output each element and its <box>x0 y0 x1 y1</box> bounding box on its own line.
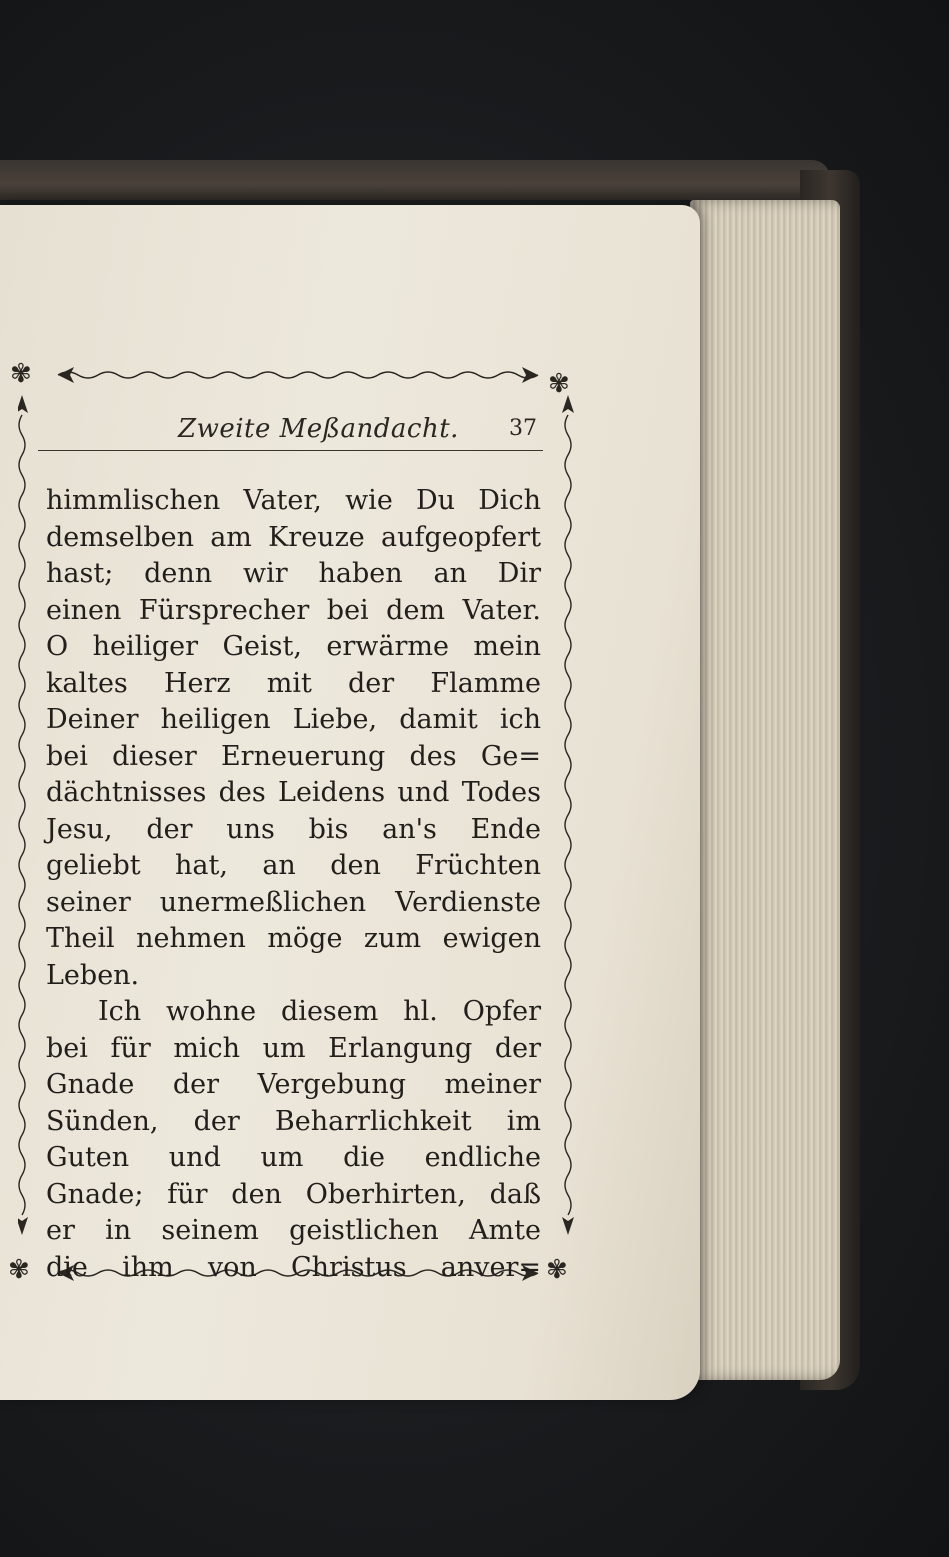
text-line: seiner unermeßlichen Verdienste <box>46 886 541 918</box>
text-line: O heiliger Geist, erwärme mein <box>46 631 541 662</box>
text-line: dächtnisses des Leidens und Todes <box>46 777 541 808</box>
page-number: 37 <box>509 416 537 441</box>
page-edges <box>690 200 840 1380</box>
text-line: Guten und um die endliche <box>46 1142 541 1173</box>
text-line: Theil nehmen möge zum ewigen <box>46 923 541 954</box>
text-line: Gnade der Vergebung meiner <box>46 1069 541 1100</box>
fleuron-icon: ✾ <box>10 359 32 389</box>
fleuron-icon: ✾ <box>548 369 570 399</box>
text-line: kaltes Herz mit der Flamme <box>46 667 541 699</box>
text-line: Ich wohne diesem hl. Opfer <box>98 996 541 1027</box>
text-line: Leben. <box>46 959 140 991</box>
running-title: Zweite Meßandacht. <box>178 414 459 444</box>
text-line: Gnade; für den Oberhirten, daß <box>46 1178 541 1210</box>
fleuron-icon: ✾ <box>546 1255 568 1285</box>
text-line: einen Fürsprecher bei dem Vater. <box>46 594 541 626</box>
text-line: bei dieser Erneuerung des Ge= <box>46 740 541 772</box>
book-page <box>0 205 700 1400</box>
book-cover-top <box>0 160 830 200</box>
text-line: geliebt hat, an den Früchten <box>46 850 541 881</box>
text-line: Sünden, der Beharrlichkeit im <box>46 1105 541 1137</box>
text-line: demselben am Kreuze aufgeopfert <box>46 521 541 553</box>
text-line: er in seinem geistlichen Amte <box>46 1215 541 1246</box>
text-line: bei für mich um Erlangung der <box>46 1032 541 1064</box>
open-prayer-book <box>0 160 860 1410</box>
text-line: Jesu, der uns bis an's Ende <box>46 813 541 845</box>
text-line: himmlischen Vater, wie Du Dich <box>46 485 541 516</box>
text-line: hast; denn wir haben an Dir <box>46 558 541 589</box>
text-line: Deiner heiligen Liebe, damit ich <box>46 704 541 735</box>
page-body-text <box>46 483 541 1286</box>
page-header <box>38 410 543 451</box>
fleuron-icon: ✾ <box>8 1255 30 1285</box>
text-line: die ihm von Christus anver= <box>46 1251 541 1283</box>
